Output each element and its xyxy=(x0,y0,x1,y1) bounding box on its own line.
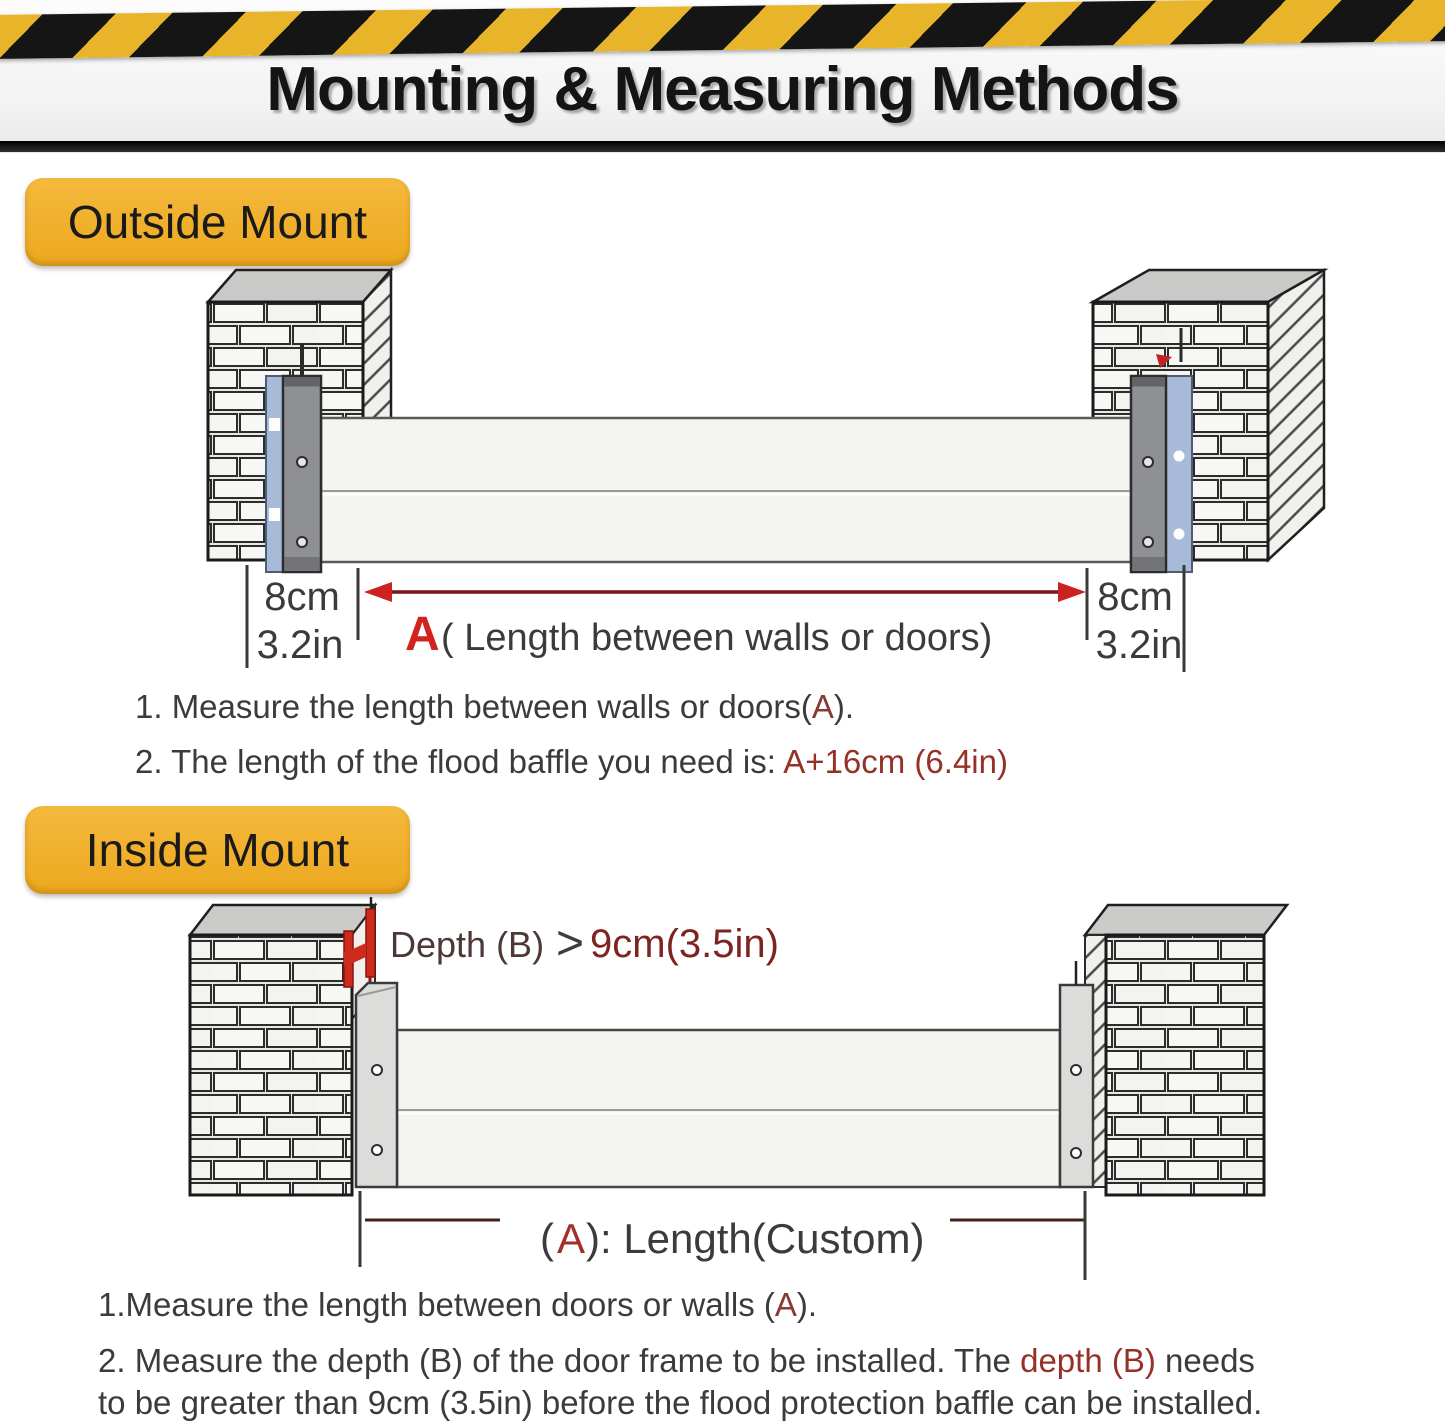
dim-left-inch: 3.2in xyxy=(256,623,344,667)
hazard-tape xyxy=(0,0,1445,59)
screw-hole xyxy=(372,1065,382,1075)
screw-hole xyxy=(297,457,307,467)
outside-step-2: 2. The length of the flood baffle you need is: A+16cm (6.4in) xyxy=(135,743,1008,780)
outside-step-1: 1. Measure the length between walls or doors(A). xyxy=(135,688,855,725)
header-banner xyxy=(0,0,1445,153)
barrier-panel-stack xyxy=(397,1030,1060,1187)
pillar-front-face xyxy=(190,935,352,1195)
right-brick-pillar xyxy=(1085,905,1287,1195)
page-title: Mounting & Measuring Methods xyxy=(266,55,1179,124)
pillar-side-face xyxy=(1268,270,1324,560)
screw-hole xyxy=(1071,1148,1081,1158)
outside-mount-steps xyxy=(135,686,1385,796)
outside-mount-badge-label: Outside Mount xyxy=(67,196,368,248)
inside-mount-badge xyxy=(25,806,410,894)
wall-gasket-strip xyxy=(266,376,283,572)
length-label-a: A xyxy=(557,1215,586,1262)
inside-step-2: 2. Measure the depth (B) of the door frame to be installed. The depth (B) needs to be greater than 9cm (3.5in) before the flood protection baffle can be installed. xyxy=(98,1342,1263,1421)
rail-channel xyxy=(356,983,397,1187)
wall-gasket-strip xyxy=(1166,376,1192,572)
greater-than-sign: > xyxy=(556,917,585,970)
left-channel-rail xyxy=(356,983,397,1187)
span-label-text: ( Length between walls or doors) xyxy=(441,617,993,659)
right-mounting-rail xyxy=(1131,354,1192,572)
outside-mount-diagram xyxy=(0,258,1445,678)
inside-step-1: 1.Measure the length between doors or walls (A). xyxy=(98,1286,818,1323)
depth-value: 9cm(3.5in) xyxy=(590,922,779,966)
screw-hole xyxy=(297,537,307,547)
left-mounting-rail xyxy=(266,376,321,572)
depth-label: Depth (B) xyxy=(390,924,545,965)
screw-hole xyxy=(1071,1065,1081,1075)
screw-hole xyxy=(1143,457,1153,467)
outside-mount-badge xyxy=(25,178,410,266)
pillar-front-face xyxy=(1106,935,1264,1195)
screw-hole xyxy=(372,1145,382,1155)
depth-bracket-back-leg xyxy=(366,909,375,977)
pillar-top-face xyxy=(208,270,391,302)
length-label-open: ( xyxy=(540,1215,554,1262)
dim-left-cm: 8cm xyxy=(264,575,340,619)
inside-mount-diagram xyxy=(0,895,1445,1285)
flood-barrier-panels xyxy=(321,418,1131,562)
header-divider xyxy=(0,141,1445,152)
arrowhead-right xyxy=(1058,582,1086,602)
dim-right-cm: 8cm xyxy=(1097,575,1173,619)
right-channel-rail xyxy=(1060,961,1093,1187)
inside-mount-badge-label: Inside Mount xyxy=(85,824,350,876)
dim-right-inch: 3.2in xyxy=(1095,623,1183,667)
pillar-top-face xyxy=(1085,905,1287,935)
screw-hole xyxy=(1143,537,1153,547)
arrowhead-left xyxy=(364,582,392,602)
flood-barrier-panels xyxy=(397,1030,1060,1187)
span-label-a: A xyxy=(405,608,440,661)
length-label-text: ): Length(Custom) xyxy=(586,1215,925,1262)
inside-mount-steps xyxy=(98,1284,1445,1421)
